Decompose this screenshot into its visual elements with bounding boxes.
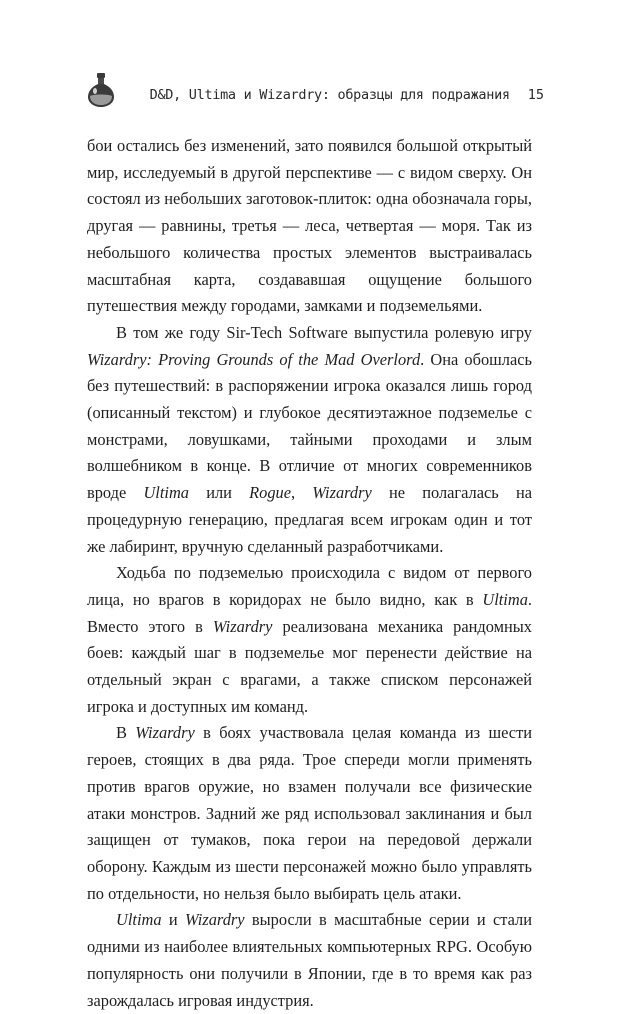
running-head: D&D, Ultima и Wizardry: образцы для подражания <box>149 87 510 103</box>
page-header <box>87 72 544 108</box>
potion-flask-icon <box>87 72 115 108</box>
paragraph-5: Ultima и Wizardry выросли в масштабные серии и стали одними из наиболее влиятельных компьютерных RPG. Особую популярность они получили в Японии, где в то время как раз зарождалась игровая индустрия. <box>87 910 533 1010</box>
body-text <box>87 133 532 1014</box>
paragraph-2: В том же году Sir-Tech Software выпустила ролевую игру Wizardry: Proving Grounds of the Mad Overlord. Она обошлась без путешествий: в распоряжении игрока оказался лишь город (описанный текстом) и глубокое десятиэтажное подземелье с монстрами, ловушками, тайными проходами и злым волшебником в конце. В отличие от многих современников вроде Ultima или Rogue, Wizardry не полагалась на процедурную генерацию, предлагая всем игрокам один и тот же лабиринт, вручную сделанный разработчиками. <box>87 322 532 556</box>
paragraph-3: Ходьба по подземелью происходила с видом от первого лица, но врагов в коридорах не было видно, как в Ultima. Вместо этого в Wizardry реализована механика рандомных боев: каждый шаг в подземелье мог перенести действие на отдельный экран с врагами, а также списком персонажей игрока и доступных им команд. <box>87 563 532 716</box>
paragraph-4: В Wizardry в боях участвовала целая команда из шести героев, стоящих в два ряда. Трое спереди могли применять против врагов оружие, но взамен получали все физические атаки монстров. Задний же ряд использовал заклинания и был защищен от тумаков, пока герои на передовой держали оборону. Каждым из шести персонажей можно было управлять по отдельности, но нельзя было выбирать цель атаки. <box>87 723 533 903</box>
paragraph-1: бои остались без изменений, зато появился большой открытый мир, исследуемый в другой перспективе — с видом сверху. Он состоял из небольших заготовок-плиток: одна обозначала горы, другая — равнины, третья — леса, четвертая — моря. Так из небольшого количества простых элементов выстраивалась масштабная карта, создававшая ощущение большого путешествия между городами, замками и подземельями. <box>87 136 532 316</box>
page-number: 15 <box>527 87 544 103</box>
